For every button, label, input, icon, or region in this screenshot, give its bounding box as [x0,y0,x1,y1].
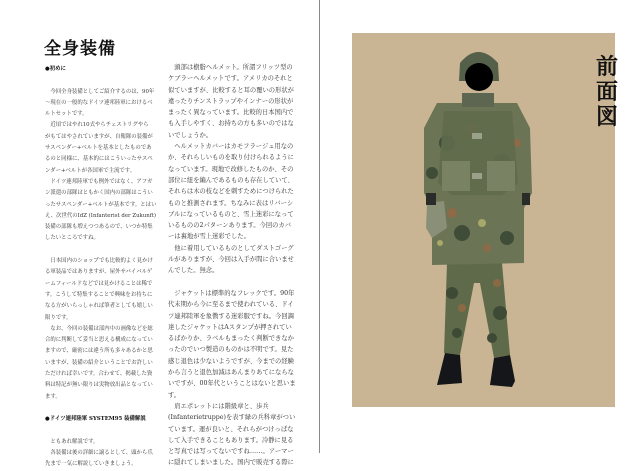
text-line: から言うと退色加減はあんまりあてにならな [168,369,294,377]
text-line: ったサスペンダー+ベルトが基本です。とはい [45,201,157,208]
text-line: 似ていますが、比較すると耳の覆いの形状が [168,86,294,94]
paragraph-gap [168,277,308,288]
text-line: ームフィールドなどでは見かけることは稀で [45,280,153,287]
text-line: に隠れてしまいました。国内で販売する際に [168,459,294,467]
text-line: がもてはやされていますが、自衛隊の装備が [45,133,153,140]
text-line: ジャケットは標準的なフレックです。90年 [174,289,295,297]
text-line: か、それらしいものを取り付けられるように [168,154,294,162]
text-line: す。こうして特集することで興味をお持ちに [45,291,153,298]
text-line: ただければ幸いです。合わせて、掲載した資 [45,371,153,378]
text-line: ます。 [45,393,61,400]
text-line: ったのでいつ製造のものかは不明です。見た [168,346,294,354]
paragraph-gap [45,75,157,86]
text-line: 他に着用しているものとしてダストゴーグ [174,244,294,252]
paragraph [45,177,157,245]
paragraph-gap [45,245,157,256]
text-line: 各装備は後の詳細に譲るとして、頭から爪 [50,450,153,457]
text-line: ンダー+ベルトが各国軍で主流です。 [45,167,136,174]
text-line: ています。運が良いと、それらがつけっぱな [168,425,294,433]
label-char: 図 [595,105,618,130]
text-line: 限りです。 [45,314,72,321]
text-line: 部位に紐を編んであるものも存在していて、 [168,176,294,184]
label-char: 面 [595,80,618,105]
text-line: いますが、装備の紹介ということでお許しい [45,359,153,366]
text-line: ますので、厳密には違う所も多々あるかと思 [45,348,153,355]
paragraph [168,62,308,141]
text-line: なっています。現地で改修したものか、その [168,165,294,173]
section-heading-intro: ●初めに [45,66,66,72]
section-heading-system: ●ドイツ連邦陸軍 SYSTEM95 装備解説 [45,416,146,423]
left-page [0,0,318,468]
text-line: るのと同様に、基本的にはこういったサスペ [45,156,153,163]
text-line: え、次世代のIdZ (Infanterist der Zukunft) [45,212,157,219]
text-line: ものと推測されます。ちなみに表はリバーシ [168,199,294,207]
text-line: も入手しやすく、お持ちの方も多いのではな [168,120,294,128]
text-line: 達したジャケットはAスタンプが押されてい [168,323,292,331]
text-line: 頭部は樹脂ヘルメット。所謂フリッツ型の [174,64,293,71]
text-line: ーは裏地が雪上迷彩でした。 [168,233,250,241]
text-line: 日本国内のショップでも比較的よく見かけ [50,258,153,265]
text-line: と写真では写ってないですね……。アーマー [168,448,294,456]
text-line: なお、今回の装備は部内中の画像などを総 [50,325,153,332]
paragraph [45,120,157,176]
paragraph [168,401,308,469]
text-line: (Infanterietruppe)を表す緑の兵科章がつい [168,414,296,422]
text-column-2 [168,62,308,469]
paragraph [168,243,308,277]
text-line: まったく異なっています。比較的日本国内で [168,109,294,117]
text-line: んでした。無念。 [168,267,219,275]
text-line: 今回全身装備としてご紹介するのは、90年 [50,88,155,95]
text-line: それらは木の枝などを刺すためにつけられた [168,188,294,196]
soldier-figure-image [352,33,615,407]
paragraph-gap [45,403,157,414]
text-line: ともあれ解説です。 [50,438,99,445]
page-title: 全身装備 [44,39,116,59]
text-line: 肩エポレットには階級章と、歩兵 [174,402,269,410]
text-line: 代末期から今に至るまで使われている、ドイ [168,301,294,309]
text-line: ブルになっているものと、雪上迷彩になって [168,210,294,218]
paragraph [45,448,157,471]
label-char: 前 [595,55,618,80]
text-line: 先まで一気に解説していきましょう。 [45,461,137,468]
text-line: いでしょうか。 [168,131,213,139]
text-line: ケブラーヘルメットです。アメリカのそれと [168,75,293,83]
paragraph [45,437,157,448]
paragraph-gap [45,426,157,437]
front-view-label [595,55,619,130]
text-line: ルがありますが、今回は入手が間に合いませ [168,256,294,264]
text-line: 感じ退色は少ないようですが、今までの経験 [168,357,294,365]
text-line: いるものの2パターンあります。今回のカバ [168,222,292,230]
paragraph [45,324,157,403]
text-line: 近頃ではやれ10式やらチェストリグやら [50,122,149,129]
text-line: 違ったりチンストラップやインナーの形状が [168,97,294,105]
text-line: ルトセットです。 [45,111,88,118]
text-line: 装備の部隊も増えつつあるので、いつか特集 [45,224,153,231]
text-column-1 [45,64,157,471]
paragraph [45,87,157,121]
right-page [320,0,640,453]
paragraph [168,141,308,243]
text-line: す。 [168,391,181,399]
paragraph [45,256,157,324]
text-line: るばかりか、ラベルもまったく判断できなか [168,335,294,343]
text-line: サスペンダー+ベルトを基本としたものであ [45,145,152,152]
front-view-photo [352,33,618,407]
text-line: ン派遣の部隊はともかく国内の部隊はこうい [45,190,153,197]
text-line: して入手できることもあります。冷静に見る [168,436,294,444]
text-line: ドイツ連邦陸軍でも例外ではなく、アフガ [50,178,153,185]
text-line: ヘルメットカバーはカモフラージュ用なの [174,143,294,151]
text-line: 料は特記が無い限りは実物放出品となってい [45,382,153,389]
text-line: 合的に判断して妥当と思える構成になってい [45,337,153,344]
text-line: 〜現在の一般的なドイツ連邦陸軍におけるベ [45,99,153,106]
text-line: いですが、00年代ということはないと思いま [168,380,296,388]
text-line: ツ連邦陸軍を象徴する迷彩服ですね。今回調 [168,312,294,320]
paragraph [168,288,308,401]
text-line: る軍装品ではありますが、屋外サバイバルゲ [45,269,153,276]
text-line: したいところですね。 [45,235,99,242]
text-line: なる方がいらっしゃれば筆者としても嬉しい [45,303,153,310]
